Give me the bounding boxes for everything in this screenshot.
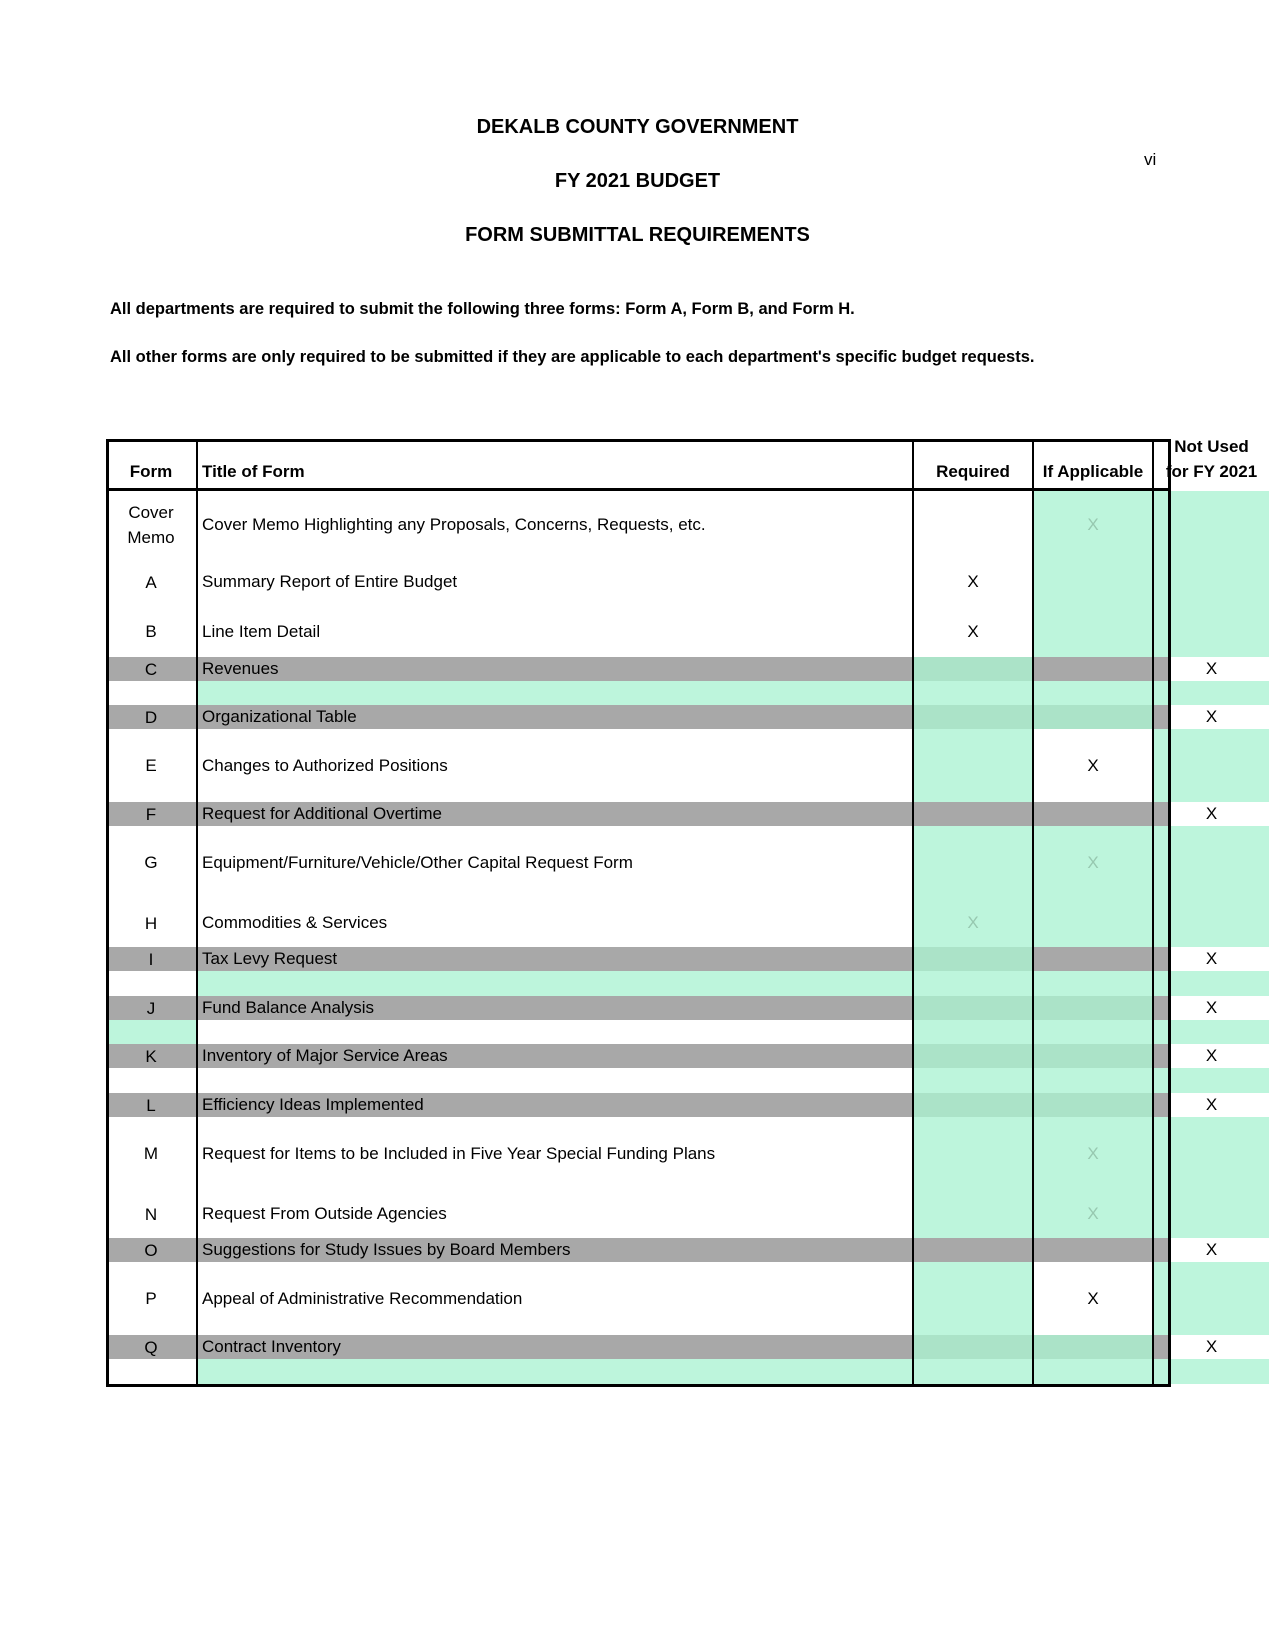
form-title: Inventory of Major Service Areas <box>202 1046 448 1065</box>
form-code: G <box>144 853 158 872</box>
spacer-cell <box>1034 1359 1152 1384</box>
spacer-cell <box>198 1359 912 1384</box>
spacer-cell <box>106 1020 196 1044</box>
spacer-cell <box>1034 681 1152 705</box>
table-row <box>106 1238 1218 1262</box>
not-used-mark <box>1154 558 1269 606</box>
required-mark: X <box>967 621 979 641</box>
if-applicable-mark: X <box>1034 826 1152 899</box>
form-title: Suggestions for Study Issues by Board Members <box>202 1240 571 1259</box>
column-divider <box>1032 439 1034 1384</box>
table-row <box>106 996 1218 1020</box>
form-code: A <box>145 572 157 592</box>
not-used-mark: X <box>1205 949 1218 968</box>
spacer-cell <box>914 681 1032 705</box>
if-applicable-mark <box>1034 1238 1152 1262</box>
form-title: Fund Balance Analysis <box>202 998 374 1017</box>
form-code: E <box>145 756 157 775</box>
form-title: Tax Levy Request <box>202 949 338 968</box>
form-title: Request for Additional Overtime <box>202 804 443 823</box>
form-code: Cover Memo <box>127 502 175 547</box>
not-used-mark <box>1154 491 1269 558</box>
document-title: DEKALB COUNTY GOVERNMENT <box>476 116 799 138</box>
if-applicable-mark <box>1034 1044 1152 1068</box>
spacer-cell <box>1154 681 1269 705</box>
header-divider <box>106 488 1169 491</box>
if-applicable-mark: X <box>1034 491 1152 558</box>
table-row <box>106 1335 1218 1359</box>
table-row <box>106 657 1218 681</box>
if-applicable-mark <box>1034 899 1152 947</box>
not-used-mark: X <box>1205 1337 1218 1356</box>
if-applicable-mark: X <box>1087 1288 1099 1308</box>
if-applicable-mark <box>1034 705 1152 729</box>
spacer-cell <box>914 1359 1032 1384</box>
form-title: Summary Report of Entire Budget <box>202 572 458 591</box>
required-mark <box>914 657 1032 681</box>
spacer-cell <box>914 1020 1032 1044</box>
form-code: O <box>144 1240 158 1260</box>
form-code: N <box>144 1204 158 1224</box>
spacer-cell <box>914 971 1032 996</box>
form-code: J <box>146 998 156 1018</box>
not-used-mark: X <box>1205 659 1218 678</box>
table-row <box>106 729 1169 802</box>
if-applicable-mark <box>1034 657 1152 681</box>
required-mark <box>914 1117 1032 1190</box>
form-title: Request for Items to be Included in Five Year Special Funding Plans <box>202 1143 716 1163</box>
header-if-applicable: If Applicable <box>1042 462 1144 481</box>
required-mark <box>914 1190 1032 1238</box>
header-not-used: Not Used for FY 2021 <box>1165 437 1258 481</box>
required-forms-note: All departments are required to submit the following three forms: Form A, Form B, and Form H. <box>110 300 855 318</box>
table-row <box>106 1117 1169 1190</box>
table-row <box>106 899 1169 947</box>
form-code: K <box>145 1046 157 1066</box>
spacer-row <box>106 1020 1169 1044</box>
form-title: Changes to Authorized Positions <box>202 755 448 775</box>
spacer-cell <box>1034 1020 1152 1044</box>
form-code: I <box>148 949 154 969</box>
table-row <box>106 558 1169 606</box>
not-used-mark <box>1154 1190 1269 1238</box>
spacer-cell <box>1154 1359 1269 1384</box>
if-applicable-mark <box>1034 996 1152 1020</box>
form-code: Q <box>144 1337 158 1357</box>
table-row <box>106 606 1169 657</box>
header-form: Form <box>129 462 173 481</box>
form-code: L <box>146 1095 156 1115</box>
not-used-mark <box>1154 1262 1269 1335</box>
if-applicable-mark <box>1034 1335 1152 1359</box>
table-row <box>106 1190 1169 1238</box>
not-used-mark: X <box>1205 804 1218 823</box>
header-required: Required <box>936 462 1010 481</box>
not-used-mark: X <box>1205 1046 1218 1065</box>
form-code: C <box>144 659 158 679</box>
required-mark <box>914 1044 1032 1068</box>
not-used-mark <box>1154 826 1269 899</box>
form-code: H <box>144 913 158 933</box>
form-requirements-table <box>106 437 1258 1437</box>
section-title: FORM SUBMITTAL REQUIREMENTS <box>465 224 810 246</box>
if-applicable-mark <box>1034 558 1152 606</box>
spacer-row <box>106 971 1169 996</box>
if-applicable-mark: X <box>1034 1117 1152 1190</box>
table-header <box>106 437 1258 488</box>
required-mark <box>914 1262 1032 1335</box>
table-row <box>106 947 1218 971</box>
form-title: Equipment/Furniture/Vehicle/Other Capital Request Form <box>202 852 633 872</box>
spacer-cell <box>1154 1068 1269 1093</box>
applicable-forms-note: All other forms are only required to be submitted if they are applicable to each department's specific budget requests. <box>110 348 1035 366</box>
if-applicable-mark <box>1034 802 1152 826</box>
required-mark <box>914 705 1032 729</box>
budget-year-title: FY 2021 BUDGET <box>554 170 721 192</box>
required-mark <box>914 802 1032 826</box>
spacer-row <box>106 1068 1169 1093</box>
form-code: M <box>143 1144 159 1163</box>
required-mark <box>914 1238 1032 1262</box>
not-used-mark <box>1154 606 1269 657</box>
required-mark <box>914 491 1032 558</box>
if-applicable-mark <box>1034 1093 1152 1117</box>
form-title: Commodities & Services <box>202 913 388 932</box>
form-title: Efficiency Ideas Implemented <box>202 1095 424 1114</box>
page-number: vi <box>1144 150 1157 169</box>
spacer-cell <box>1154 971 1269 996</box>
required-mark <box>914 729 1032 802</box>
not-used-mark <box>1154 729 1269 802</box>
if-applicable-mark: X <box>1087 755 1099 775</box>
column-divider <box>196 439 198 1384</box>
not-used-mark <box>1154 899 1269 947</box>
column-divider <box>1152 439 1154 1384</box>
if-applicable-mark: X <box>1034 1190 1152 1238</box>
table-row <box>106 1262 1169 1335</box>
not-used-mark: X <box>1205 1240 1218 1259</box>
form-code: B <box>145 622 157 641</box>
table-row <box>106 1044 1218 1068</box>
not-used-mark <box>1154 1117 1269 1190</box>
spacer-cell <box>1034 971 1152 996</box>
not-used-mark: X <box>1205 998 1218 1017</box>
required-mark <box>914 1093 1032 1117</box>
required-mark <box>914 826 1032 899</box>
header-title: Title of Form <box>202 462 305 481</box>
form-title: Organizational Table <box>202 707 357 726</box>
spacer-cell <box>198 681 912 705</box>
form-title: Cover Memo Highlighting any Proposals, Concerns, Requests, etc. <box>202 514 706 534</box>
form-title: Appeal of Administrative Recommendation <box>202 1288 523 1308</box>
form-title: Request From Outside Agencies <box>202 1204 447 1223</box>
required-mark: X <box>967 572 979 591</box>
form-code: F <box>145 804 157 824</box>
table-row <box>106 1093 1218 1117</box>
spacer-cell <box>1154 1020 1269 1044</box>
table-row <box>106 491 1169 558</box>
form-title: Line Item Detail <box>202 621 321 641</box>
required-mark <box>914 1335 1032 1359</box>
spacer-row <box>106 1359 1169 1384</box>
column-divider <box>912 439 914 1384</box>
not-used-mark: X <box>1205 1095 1218 1114</box>
required-mark <box>914 996 1032 1020</box>
spacer-cell <box>914 1068 1032 1093</box>
required-mark <box>914 947 1032 971</box>
spacer-cell <box>1034 1068 1152 1093</box>
if-applicable-mark <box>1034 606 1152 657</box>
table-row <box>106 826 1169 899</box>
spacer-cell <box>198 971 912 996</box>
not-used-mark: X <box>1205 707 1218 726</box>
form-title: Revenues <box>202 659 279 678</box>
form-code: D <box>144 707 158 727</box>
form-title: Contract Inventory <box>202 1337 341 1356</box>
required-mark: X <box>914 899 1032 947</box>
if-applicable-mark <box>1034 947 1152 971</box>
form-code: P <box>145 1289 157 1308</box>
table-row <box>106 705 1218 729</box>
spacer-row <box>106 681 1169 705</box>
table-row <box>106 802 1218 826</box>
